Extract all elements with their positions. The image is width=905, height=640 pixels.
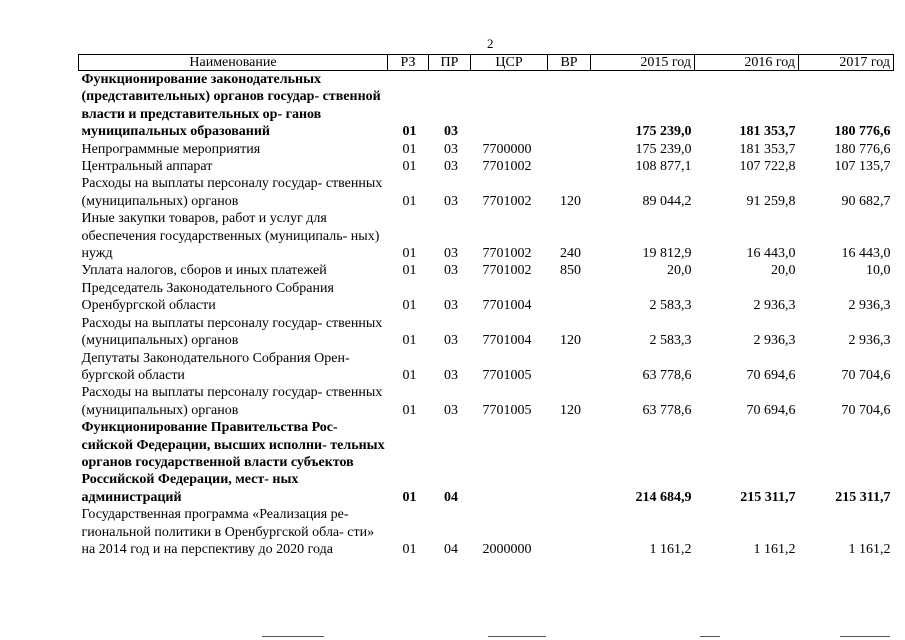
- row-2015: 63 778,6: [642, 367, 692, 383]
- header-vr: ВР: [548, 55, 591, 71]
- row-rz: 01: [402, 124, 417, 140]
- table-row: [79, 141, 894, 158]
- row-name: Расходы на выплаты персоналу государ- ственных (муниципальных) органов: [81, 385, 383, 418]
- row-vr: 240: [560, 246, 581, 262]
- budget-table: [78, 54, 894, 558]
- row-2015: 2 583,3: [649, 298, 692, 314]
- row-name: Непрограммные мероприятия: [81, 141, 261, 157]
- table-row: [79, 384, 894, 419]
- row-vr: 120: [560, 193, 581, 209]
- row-2016: 215 311,7: [740, 489, 796, 505]
- table-row: [79, 350, 894, 385]
- row-pr: 03: [444, 333, 458, 349]
- table-row: [79, 280, 894, 315]
- row-2016: 2 936,3: [753, 298, 796, 314]
- row-pr: 03: [444, 298, 458, 314]
- row-rz: 01: [402, 193, 417, 209]
- scan-mark: [488, 636, 546, 637]
- row-csr: [471, 71, 548, 141]
- row-2016: 16 443,0: [746, 246, 796, 262]
- row-rz: 01: [402, 246, 417, 262]
- row-rz: 01: [402, 367, 417, 383]
- row-csr: 7700000: [482, 141, 532, 157]
- scan-mark: [840, 636, 890, 637]
- row-2017: 107 135,7: [834, 159, 891, 175]
- row-2017: 10,0: [866, 263, 891, 279]
- row-2016: 70 694,6: [746, 367, 796, 383]
- row-pr: 03: [444, 193, 458, 209]
- row-rz: 01: [402, 333, 417, 349]
- table-row: [79, 506, 894, 558]
- row-name: Председатель Законодательного Собрания Оренбургской области: [81, 280, 334, 314]
- row-2016: 107 722,8: [739, 159, 796, 175]
- row-rz: 01: [402, 141, 417, 157]
- page-number: 2: [487, 36, 494, 51]
- table-header-row: [79, 55, 894, 71]
- row-name: Функционирование законодательных (представительных) органов государ- ственной власти и представительных ор- ганов муниципальных образований: [81, 72, 381, 140]
- table-row: [79, 158, 894, 175]
- row-pr: 03: [444, 402, 458, 418]
- row-name: Депутаты Законодательного Собрания Орен- бургской области: [81, 350, 350, 383]
- table-row: [79, 175, 894, 210]
- row-2017: 2 936,3: [848, 333, 891, 349]
- row-rz: 01: [402, 489, 417, 505]
- row-2016: 181 353,7: [739, 124, 796, 140]
- row-name: Государственная программа «Реализация ре- гиональной политики в Оренбургской обла- сти» на 2014 год и на перспективу до 2020 года: [81, 507, 375, 557]
- header-2015: 2015 год: [591, 55, 695, 71]
- row-2015: 2 583,3: [649, 333, 692, 349]
- row-vr: 120: [560, 333, 581, 349]
- header-name: Наименование: [79, 55, 388, 71]
- table-row: [79, 315, 894, 350]
- header-csr: ЦСР: [471, 55, 548, 71]
- row-pr: 04: [444, 541, 458, 557]
- row-2015: 1 161,2: [649, 541, 692, 557]
- row-vr: [548, 350, 591, 385]
- row-2016: 181 353,7: [739, 141, 796, 157]
- row-2015: 89 044,2: [642, 193, 692, 209]
- table-row: [79, 262, 894, 279]
- row-2016: 2 936,3: [753, 333, 796, 349]
- row-csr: 7701002: [482, 246, 532, 262]
- row-2015: 19 812,9: [642, 246, 692, 262]
- row-name: Расходы на выплаты персоналу государ- ственных (муниципальных) органов: [81, 315, 383, 349]
- row-pr: 04: [444, 489, 458, 505]
- row-2015: 108 877,1: [635, 159, 692, 175]
- table-row: [79, 210, 894, 262]
- row-2016: 20,0: [771, 263, 796, 279]
- table-row: [79, 419, 894, 506]
- row-2017: 180 776,6: [834, 124, 891, 140]
- row-rz: 01: [402, 541, 417, 557]
- row-2015: 20,0: [667, 263, 692, 279]
- row-2017: 2 936,3: [848, 298, 891, 314]
- row-pr: 03: [444, 246, 458, 262]
- row-2016: 70 694,6: [746, 402, 796, 418]
- row-2015: 63 778,6: [642, 402, 692, 418]
- row-csr: 7701004: [482, 298, 532, 314]
- row-2017: 1 161,2: [848, 541, 891, 557]
- row-2017: 16 443,0: [841, 246, 891, 262]
- row-2016: 1 161,2: [753, 541, 796, 557]
- row-2015: 175 239,0: [635, 124, 692, 140]
- row-csr: 7701005: [482, 367, 532, 383]
- row-2017: 70 704,6: [841, 367, 891, 383]
- row-vr: [548, 71, 591, 141]
- row-pr: 03: [444, 159, 458, 175]
- header-rz: РЗ: [388, 55, 429, 71]
- scan-mark: [262, 636, 324, 637]
- row-csr: 7701002: [482, 159, 532, 175]
- row-csr: 7701004: [482, 333, 532, 349]
- row-name: Функционирование Правительства Рос- сийской Федерации, высших исполни- тельных органов государственной власти субъектов Российской Федерации, мест- ных администраций: [81, 420, 385, 505]
- row-2015: 214 684,9: [635, 489, 692, 505]
- row-rz: 01: [402, 402, 417, 418]
- row-2017: 70 704,6: [841, 402, 891, 418]
- row-2016: 91 259,8: [746, 193, 796, 209]
- row-vr: [548, 280, 591, 315]
- table-row: [79, 71, 894, 141]
- row-pr: 03: [444, 263, 458, 279]
- header-2016: 2016 год: [695, 55, 799, 71]
- row-name: Уплата налогов, сборов и иных платежей: [81, 263, 327, 279]
- row-2017: 215 311,7: [835, 489, 891, 505]
- row-csr: 7701005: [482, 402, 532, 418]
- row-csr: 7701002: [482, 193, 532, 209]
- row-vr: 850: [560, 263, 581, 279]
- row-pr: 03: [444, 367, 458, 383]
- row-pr: 03: [444, 124, 458, 140]
- row-name: Иные закупки товаров, работ и услуг для обеспечения государственных (муниципаль- ных) нужд: [81, 211, 380, 262]
- row-pr: 03: [444, 141, 458, 157]
- scan-mark: [700, 636, 720, 637]
- row-vr: [548, 419, 591, 506]
- row-name: Расходы на выплаты персоналу государ- ственных (муниципальных) органов: [81, 176, 383, 209]
- row-rz: 01: [402, 159, 417, 175]
- row-2017: 90 682,7: [841, 193, 891, 209]
- row-2017: 180 776,6: [834, 141, 891, 157]
- row-vr: [548, 141, 591, 158]
- row-2015: 175 239,0: [635, 141, 692, 157]
- row-name: Центральный аппарат: [81, 159, 213, 175]
- row-csr: 2000000: [482, 541, 532, 557]
- row-csr: [471, 419, 548, 506]
- row-rz: 01: [402, 298, 417, 314]
- row-rz: 01: [402, 263, 417, 279]
- row-csr: 7701002: [482, 263, 532, 279]
- header-pr: ПР: [429, 55, 471, 71]
- row-vr: [548, 506, 591, 558]
- row-vr: [548, 158, 591, 175]
- header-2017: 2017 год: [799, 55, 894, 71]
- row-vr: 120: [560, 402, 581, 418]
